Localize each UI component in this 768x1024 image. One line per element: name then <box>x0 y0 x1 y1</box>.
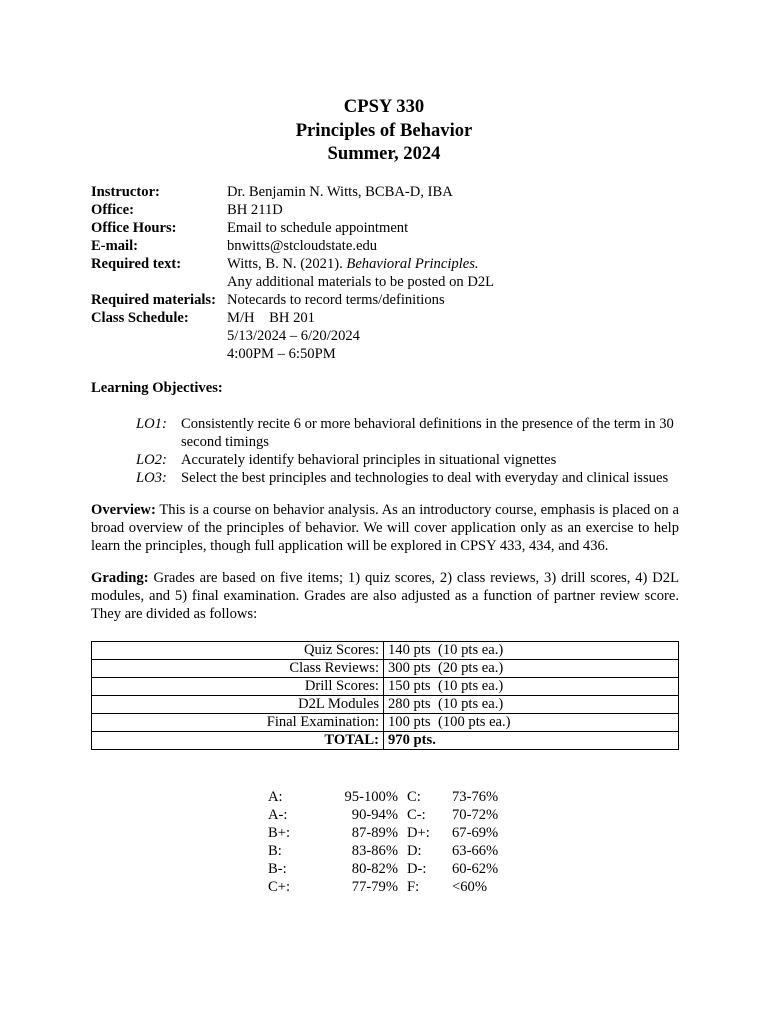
email-label: E-mail: <box>91 238 139 254</box>
scale-row: D-: 60-62% <box>407 861 499 877</box>
overview-text: This is a course on behavior analysis. As an introductory course, emphasis is placed on a broad overview of the principles of behavior. We will cover application only as an exercise to help learn the principles, though full application will be explored in CPSY 433, 434, and 436. <box>91 502 679 554</box>
grade-item: Quiz Scores: <box>92 642 384 660</box>
office-label: Office: <box>91 202 134 218</box>
grading-paragraph <box>91 569 679 623</box>
info-row-schedule-dates <box>91 327 494 345</box>
learning-objectives-list <box>136 415 681 487</box>
info-row-email <box>91 237 494 255</box>
grade-scale-right <box>407 788 512 896</box>
scale-row: D+: 67-69% <box>407 825 499 841</box>
table-row <box>92 714 679 732</box>
office-value: BH 211D <box>227 202 283 218</box>
grading-text: Grades are based on five items; 1) quiz scores, 2) class reviews, 3) drill scores, 4) D2L modules, and 5) final examination. Grades are also adjusted as a function of partner review score. They are divided as follows: <box>91 570 679 622</box>
overview-paragraph <box>91 501 679 555</box>
required-text-citation: Witts, B. N. (2021). <box>227 256 347 272</box>
table-row <box>92 642 679 660</box>
grade-item: Class Reviews: <box>92 660 384 678</box>
objective-text: Accurately identify behavioral principles in situational vignettes <box>181 452 557 468</box>
scale-row: B: 83-86% <box>268 843 398 859</box>
total-value: 970 pts. <box>384 732 679 750</box>
instructor-label: Instructor: <box>91 184 160 200</box>
grading-table <box>91 641 679 750</box>
scale-row: B+: 87-89% <box>268 825 398 841</box>
grading-label: Grading: <box>91 570 149 586</box>
total-label: TOTAL: <box>92 732 384 750</box>
total-row <box>92 732 679 750</box>
table-row <box>92 660 679 678</box>
objective-text: Consistently recite 6 or more behavioral definitions in the presence of the term in 30 second timings <box>181 416 674 450</box>
table-row <box>92 678 679 696</box>
required-materials-value: Notecards to record terms/definitions <box>227 292 445 308</box>
office-hours-label: Office Hours: <box>91 220 177 236</box>
course-title: Principles of Behavior <box>295 119 473 141</box>
info-row-required-materials <box>91 291 494 309</box>
scale-row: A-: 90-94% <box>268 807 398 823</box>
required-materials-label: Required materials: <box>91 292 216 308</box>
learning-objectives-heading: Learning Objectives: <box>91 380 223 396</box>
email-value: bnwitts@stcloudstate.edu <box>227 238 378 254</box>
grade-item: D2L Modules <box>92 696 384 714</box>
objective-code: LO3: <box>136 470 167 486</box>
info-row-instructor <box>91 183 494 201</box>
scale-row: B-: 80-82% <box>268 861 398 877</box>
scale-row: C: 73-76% <box>407 789 499 805</box>
overview-label: Overview: <box>91 502 156 518</box>
table-row <box>92 696 679 714</box>
grade-points: 100 pts (100 pts ea.) <box>384 714 679 732</box>
grade-item: Drill Scores: <box>92 678 384 696</box>
course-term: Summer, 2024 <box>327 143 441 164</box>
schedule-days: M/H BH 201 <box>227 310 315 326</box>
required-text-value <box>227 255 479 273</box>
scale-row: A: 95-100% <box>268 789 398 805</box>
grade-points: 150 pts (10 pts ea.) <box>384 678 679 696</box>
scale-row: F: <60% <box>407 879 487 895</box>
scale-row: C-: 70-72% <box>407 807 499 823</box>
scale-row: D: 63-66% <box>407 843 499 859</box>
info-row-required-text-extra <box>91 273 494 291</box>
objective-item <box>136 469 681 487</box>
info-row-schedule-times <box>91 345 494 363</box>
office-hours-value: Email to schedule appointment <box>227 220 409 236</box>
objective-item <box>136 451 681 469</box>
info-row-required-text <box>91 255 494 273</box>
grade-points: 300 pts (20 pts ea.) <box>384 660 679 678</box>
course-code: CPSY 330 <box>343 96 425 117</box>
required-text-extra: Any additional materials to be posted on D2L <box>227 274 495 290</box>
info-row-schedule <box>91 309 494 327</box>
required-text-book-title: Behavioral Principles. <box>346 256 479 272</box>
schedule-times: 4:00PM – 6:50PM <box>227 346 336 362</box>
schedule-dates: 5/13/2024 – 6/20/2024 <box>227 328 360 344</box>
objective-code: LO2: <box>136 452 167 468</box>
info-row-office <box>91 201 494 219</box>
grade-scale-left <box>268 788 398 896</box>
schedule-label: Class Schedule: <box>91 310 189 326</box>
instructor-value: Dr. Benjamin N. Witts, BCBA-D, IBA <box>227 184 453 200</box>
objective-text: Select the best principles and technologies to deal with everyday and clinical issues <box>181 470 669 486</box>
info-row-office-hours <box>91 219 494 237</box>
objective-code: LO1: <box>136 416 167 432</box>
course-info <box>91 183 494 363</box>
document-title <box>0 95 768 166</box>
grade-item: Final Examination: <box>92 714 384 732</box>
scale-row: C+: 77-79% <box>268 879 398 895</box>
grade-points: 280 pts (10 pts ea.) <box>384 696 679 714</box>
required-text-label: Required text: <box>91 256 182 272</box>
objective-item <box>136 415 681 451</box>
grade-points: 140 pts (10 pts ea.) <box>384 642 679 660</box>
